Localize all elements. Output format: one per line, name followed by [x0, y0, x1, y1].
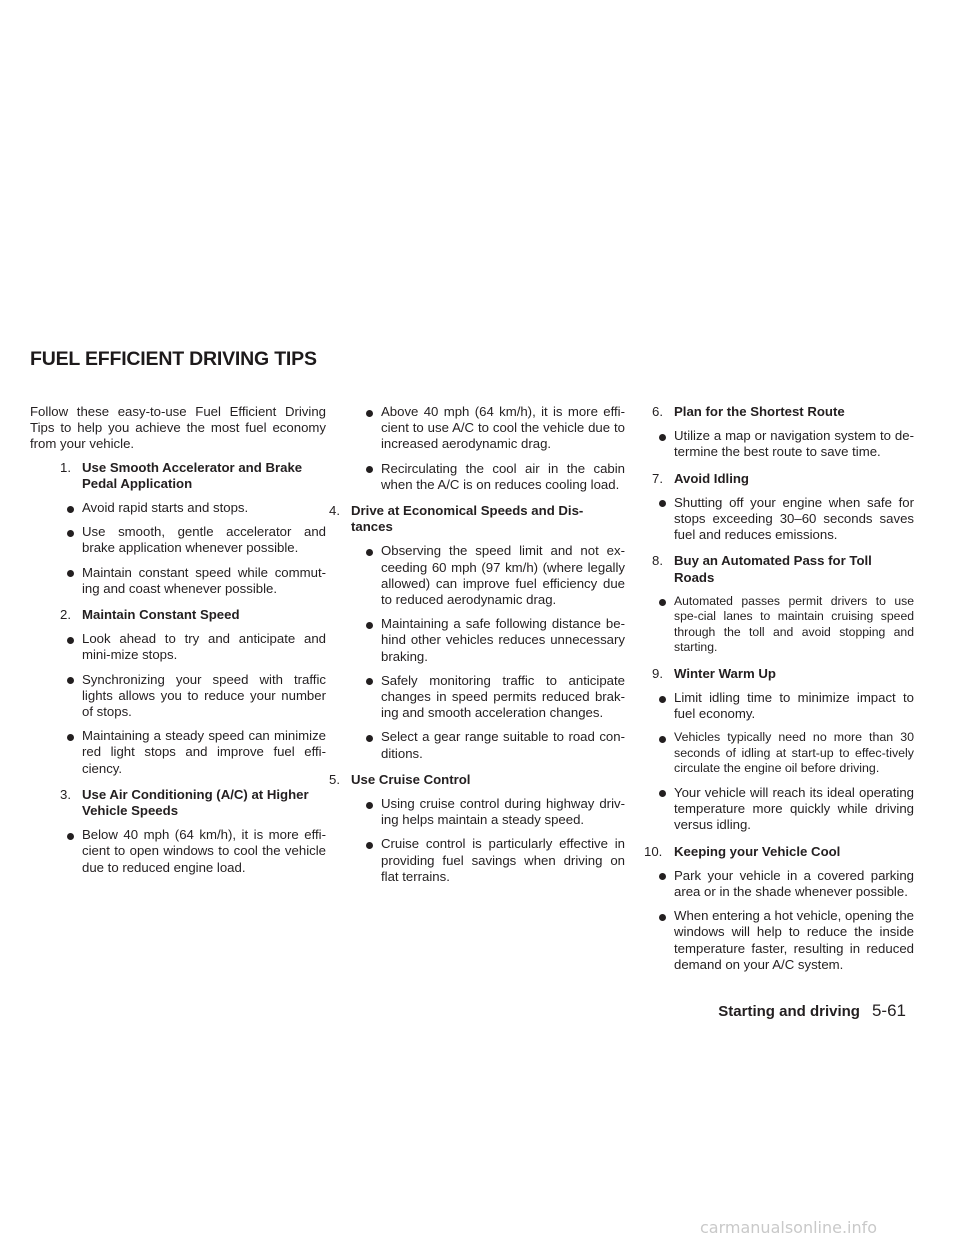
tip-heading: [622, 553, 914, 585]
tip-number: 4.: [329, 503, 340, 519]
list-item: Shutting off your engine when safe for stops exceeding 30–60 seconds saves fuel and reduces emissions.: [622, 495, 914, 544]
page-number: 5-61: [871, 1001, 906, 1020]
bullet-icon: [366, 842, 373, 849]
tip-5: [329, 772, 625, 885]
list-item: Park your vehicle in a covered parking area or in the shade whenever possible.: [622, 868, 914, 900]
bullet-icon: [659, 736, 666, 743]
tip-heading: [329, 772, 625, 788]
bullet-icon: [659, 500, 666, 507]
tip-title: Drive at Economical Speeds and Dis-tances: [351, 503, 584, 535]
bullet-icon: [659, 873, 666, 880]
list-item: Utilize a map or navigation system to de-termine the best route to save time.: [622, 428, 914, 460]
tip-heading: [622, 404, 914, 420]
column-1: [30, 404, 326, 876]
list-item: Recirculating the cool air in the cabin when the A/C is on reduces cooling load.: [329, 461, 625, 493]
list-item: Above 40 mph (64 km/h), it is more effi-cient to use A/C to cool the vehicle due to increased aerodynamic drag.: [329, 404, 625, 453]
tip-title: Avoid Idling: [674, 470, 749, 486]
column-2: [329, 404, 625, 885]
tip-number: 8.: [652, 553, 663, 569]
tip-heading: [30, 787, 326, 819]
bullet-icon: [67, 530, 74, 537]
bullet-icon: [67, 570, 74, 577]
tip-title: Use Smooth Accelerator and Brake Pedal Application: [82, 459, 303, 491]
tip-1: [30, 460, 326, 597]
list-item: Cruise control is particularly effective in providing fuel savings when driving on flat terrains.: [329, 836, 625, 885]
bullet-icon: [659, 790, 666, 797]
tip-heading: [622, 844, 914, 860]
tip-number: 10.: [644, 843, 663, 859]
tip-10: [622, 844, 914, 973]
tip-title: Plan for the Shortest Route: [674, 404, 845, 419]
list-item: When entering a hot vehicle, opening the windows will help to reduce the inside temperature faster, resulting in reduced demand on your A/C system.: [622, 908, 914, 973]
watermark: carmanualsonline.info: [700, 1218, 878, 1237]
tip-number: 7.: [652, 470, 663, 486]
bullet-icon: [659, 434, 666, 441]
bullet-icon: [366, 466, 373, 473]
tip-number: 5.: [329, 771, 340, 787]
tip-7: [622, 471, 914, 544]
bullet-icon: [67, 833, 74, 840]
tip-title: Keeping your Vehicle Cool: [674, 843, 841, 859]
list-item: Safely monitoring traffic to anticipate changes in speed permits reduced brak-ing and smooth acceleration changes.: [329, 673, 625, 722]
list-item: Maintaining a safe following distance be-hind other vehicles reduces unnecessary braking.: [329, 616, 625, 665]
tip-number: 9.: [652, 665, 663, 681]
bullet-icon: [366, 622, 373, 629]
list-item: Select a gear range suitable to road con-ditions.: [329, 729, 625, 761]
footer-section-title: Starting and driving: [718, 1003, 860, 1020]
tip-number: 3.: [60, 786, 71, 802]
tip-title: Use Air Conditioning (A/C) at Higher Vehicle Speeds: [82, 786, 309, 819]
tip-heading: [622, 471, 914, 487]
tip-title: Buy an Automated Pass for Toll Roads: [674, 553, 872, 585]
column-3: [622, 404, 914, 973]
tip-title: Use Cruise Control: [351, 771, 471, 787]
tip-number: 2.: [60, 607, 71, 623]
intro-paragraph: Follow these easy-to-use Fuel Efficient Driving Tips to help you achieve the most fuel economy from your vehicle.: [30, 404, 326, 452]
list-item: Maintain constant speed while commut-ing and coast whenever possible.: [30, 565, 326, 597]
bullet-icon: [67, 637, 74, 644]
list-item: Below 40 mph (64 km/h), it is more effi-cient to open windows to cool the vehicle due to reduced engine load.: [30, 827, 326, 876]
list-item: Automated passes permit drivers to use spe-cial lanes to maintain cruising speed through the toll and avoid stopping and starting.: [622, 594, 914, 656]
bullet-icon: [366, 735, 373, 742]
tip-title: Maintain Constant Speed: [82, 607, 240, 623]
bullet-icon: [659, 696, 666, 703]
tip-heading: [30, 607, 326, 623]
tip-4: [329, 503, 625, 762]
tip-heading: [30, 460, 326, 492]
tip-heading: [329, 503, 625, 535]
bullet-icon: [366, 410, 373, 417]
list-item: Maintaining a steady speed can minimize red light stops and improve fuel effi-ciency.: [30, 728, 326, 777]
bullet-icon: [67, 677, 74, 684]
list-item: Use smooth, gentle accelerator and brake application whenever possible.: [30, 524, 326, 556]
bullet-icon: [659, 599, 666, 606]
list-item: Observing the speed limit and not ex-ceeding 60 mph (97 km/h) (where legally allowed) can improve fuel efficiency due to reduced aerodynamic drag.: [329, 543, 625, 608]
list-item: Synchronizing your speed with traffic lights allows you to reduce your number of stops.: [30, 672, 326, 721]
tip-8: [622, 553, 914, 655]
tip-number: 1.: [60, 459, 71, 475]
tip-3: [30, 787, 326, 876]
bullet-icon: [67, 734, 74, 741]
page-title: FUEL EFFICIENT DRIVING TIPS: [30, 348, 317, 370]
bullet-icon: [659, 914, 666, 921]
list-item: Look ahead to try and anticipate and mini-mize stops.: [30, 631, 326, 663]
list-item: Your vehicle will reach its ideal operating temperature more quickly while driving versus idling.: [622, 785, 914, 834]
list-item: Avoid rapid starts and stops.: [30, 500, 326, 516]
tip-heading: [622, 666, 914, 682]
list-item: Vehicles typically need no more than 30 seconds of idling at start-up to effec-tively circulate the engine oil before driving.: [622, 730, 914, 777]
bullet-icon: [366, 678, 373, 685]
bullet-icon: [67, 506, 74, 513]
list-item: Limit idling time to minimize impact to fuel economy.: [622, 690, 914, 722]
bullet-icon: [366, 549, 373, 556]
list-item: Using cruise control during highway driv-ing helps maintain a steady speed.: [329, 796, 625, 828]
bullet-icon: [366, 802, 373, 809]
page-footer: [718, 1001, 906, 1021]
tip-number: 6.: [652, 404, 663, 419]
tip-6: [622, 404, 914, 461]
tip-title: Winter Warm Up: [674, 665, 776, 681]
tip-9: [622, 666, 914, 834]
tip-2: [30, 607, 326, 777]
